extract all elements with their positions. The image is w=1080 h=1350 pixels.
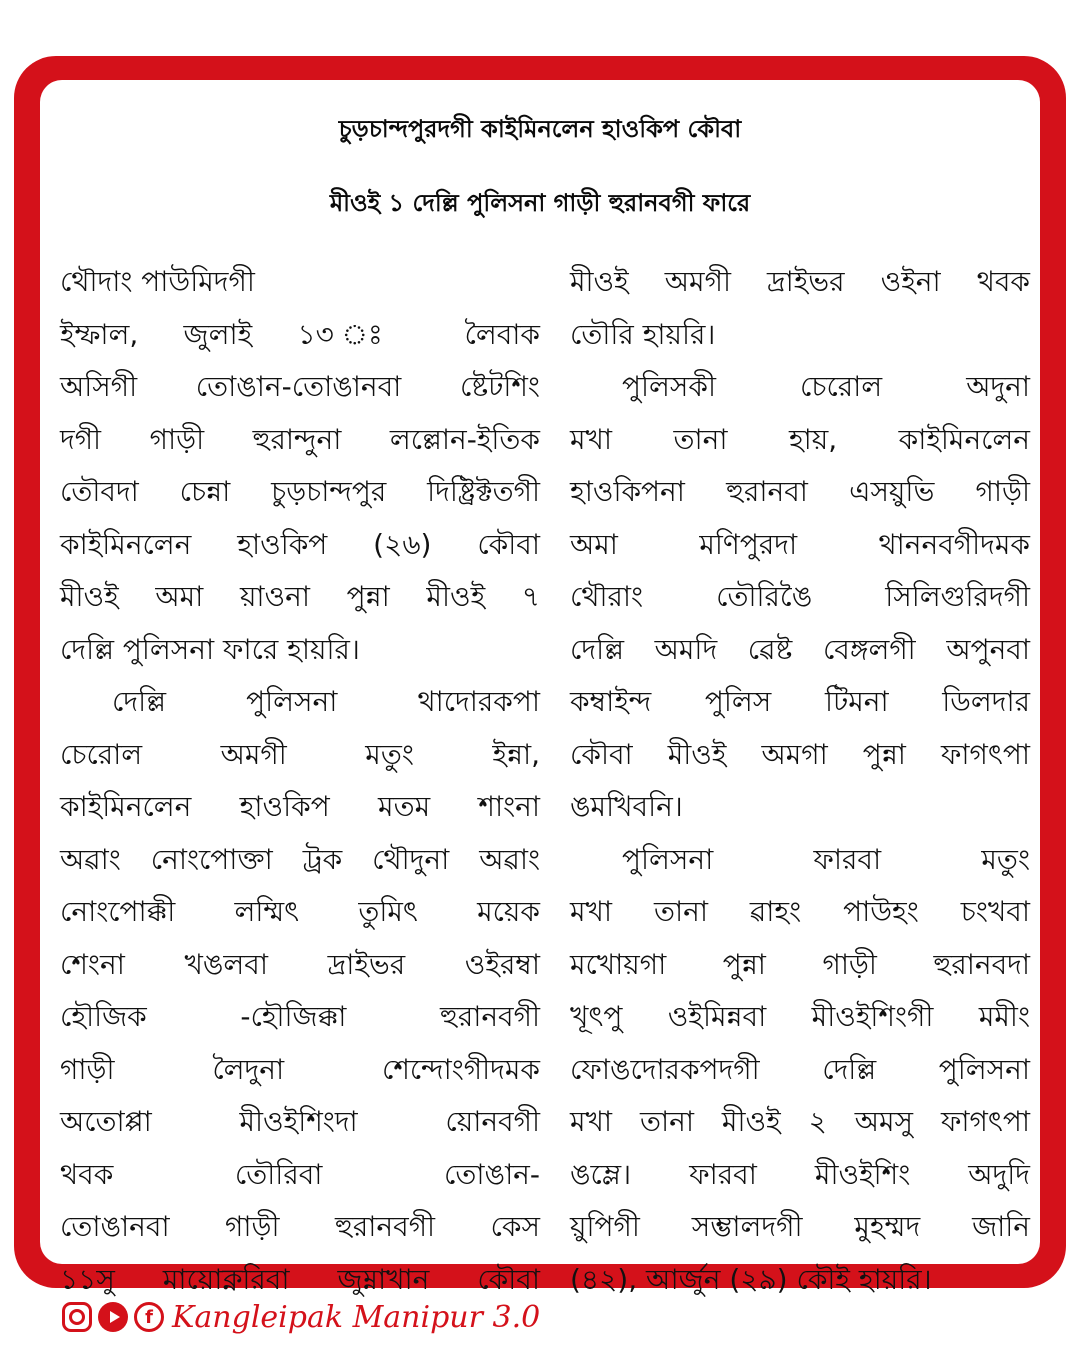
article-line: পুলিসকী চেরোল অদুনা [622, 370, 1030, 403]
article-line: কৌবা মীওই অমগা পুন্না ফাগৎপা [570, 737, 1030, 771]
article-line: শেংনা খঙলবা দ্রাইভর ওইরম্বা [60, 947, 540, 981]
article-line: থবক তৌরিবা তোঙান- [60, 1157, 540, 1191]
article-column-right [570, 256, 1030, 1306]
article-line: ১১সু মায়োক্নরিবা জুম্নাখান কৌবা [60, 1262, 540, 1296]
article-line: থৌরাং তৌরিঙৈ সিলিগুরিদগী [570, 580, 1030, 613]
article-line: ফোঙদোরকপদগী দেল্লি পুলিসনা [570, 1052, 1030, 1086]
article-line: তৌরি হায়রি। [570, 317, 716, 351]
article-line: পুলিসনা ফারবা মতুং [622, 842, 1030, 876]
headline-line-2: মীওই ১ দেল্লি পুলিসনা গাড়ী হুরানবগী ফারে [329, 189, 751, 217]
headline-line-1: চুড়চান্দপুরদগী কাইমিনলেন হাওকিপ কৌবা [338, 115, 742, 143]
youtube-icon[interactable] [98, 1302, 128, 1332]
article-line: মীওই অমা য়াওনা পুন্না মীওই ৭ [60, 580, 540, 613]
article-line: দগী গাড়ী হুরান্দুনা লল্লোন-ইতিক [60, 422, 540, 456]
article-line: তোঙানবা গাড়ী হুরানবগী কেস [60, 1210, 540, 1243]
article-line: কাইমিনলেন হাওকিপ মতম শাংনা [60, 790, 540, 823]
article-line: গাড়ী লৈদুনা শেন্দোংগীদমক [60, 1052, 540, 1086]
article-line: হাওকিপনা হুরানবা এসয়ুভি গাড়ী [570, 475, 1030, 508]
article-line: মখা তানা ৱাহং পাউহং চংখবা [570, 895, 1030, 928]
facebook-icon[interactable]: f [134, 1302, 164, 1332]
article-line: হৌজিক -হৌজিক্কা হুরানবগী [60, 1000, 540, 1033]
article-line: য়ুপিগী সম্ভালদগী মুহম্মদ জানি [570, 1210, 1030, 1243]
article-line: মখা তানা মীওই ২ অমসু ফাগৎপা [570, 1105, 1030, 1138]
article-line: দেল্লি পুলিসনা থাদোরকপা [112, 685, 540, 718]
article-line: কম্বাইন্দ পুলিস টিমনা ডিলদার [570, 685, 1030, 718]
article-line: (৪২), আর্জুন (২৯) কৌই হায়রি। [570, 1262, 932, 1296]
article-line: দেল্লি পুলিসনা ফারে হায়রি। [60, 632, 360, 666]
article-line: কাইমিনলেন হাওকিপ (২৬) কৌবা [60, 527, 540, 561]
newspaper-clipping [40, 80, 1040, 1296]
article-line: অমা মণিপুরদা থাননবগীদমক [570, 527, 1030, 561]
article-line: ঙম্লে। ফারবা মীওইশিং অদুদি [570, 1157, 1030, 1191]
article-line: ঙমখিবনি। [570, 790, 683, 823]
article-line: মীওই অমগী দ্রাইভর ওইনা থবক [570, 265, 1030, 298]
article-line: চেরোল অমগী মতুং ইন্না, [60, 737, 540, 771]
instagram-icon[interactable] [62, 1302, 92, 1332]
article-line: মখোয়গা পুন্না গাড়ী হুরানবদা [570, 947, 1030, 981]
article-line: দেল্লি অমদি ৱেষ্ট বেঙ্গলগী অপুনবা [570, 632, 1030, 666]
headline [40, 92, 1040, 240]
article-line: তৌবদা চেন্না চুড়চান্দপুর দিষ্ট্রিক্টতগী [60, 475, 540, 508]
brand-footer [62, 1292, 540, 1342]
article-line: অৱাং নোংপোক্তা ট্রক থৌদুনা অৱাং [60, 842, 540, 876]
article-line: অতোপ্পা মীওইশিংদা য়োনবগী [60, 1105, 540, 1138]
article-line: ইম্ফাল, জুলাই ১৩ ঃ লৈবাক [60, 317, 540, 351]
dateline: থৌদাং পাউমিদগী [60, 265, 255, 298]
article-line: অসিগী তোঙান-তোঙানবা ষ্টেটশিং [60, 370, 540, 403]
article-line: খূৎপু ওইমিন্নবা মীওইশিংগী মমীং [570, 1000, 1030, 1033]
brand-name: Kangleipak Manipur 3.0 [172, 1299, 541, 1335]
article-line: মখা তানা হায়, কাইমিনলেন [570, 422, 1030, 456]
article-line: নোংপোক্কী লম্মিৎ তুমিৎ ময়েক [60, 895, 540, 928]
article-column-left [60, 256, 540, 1306]
